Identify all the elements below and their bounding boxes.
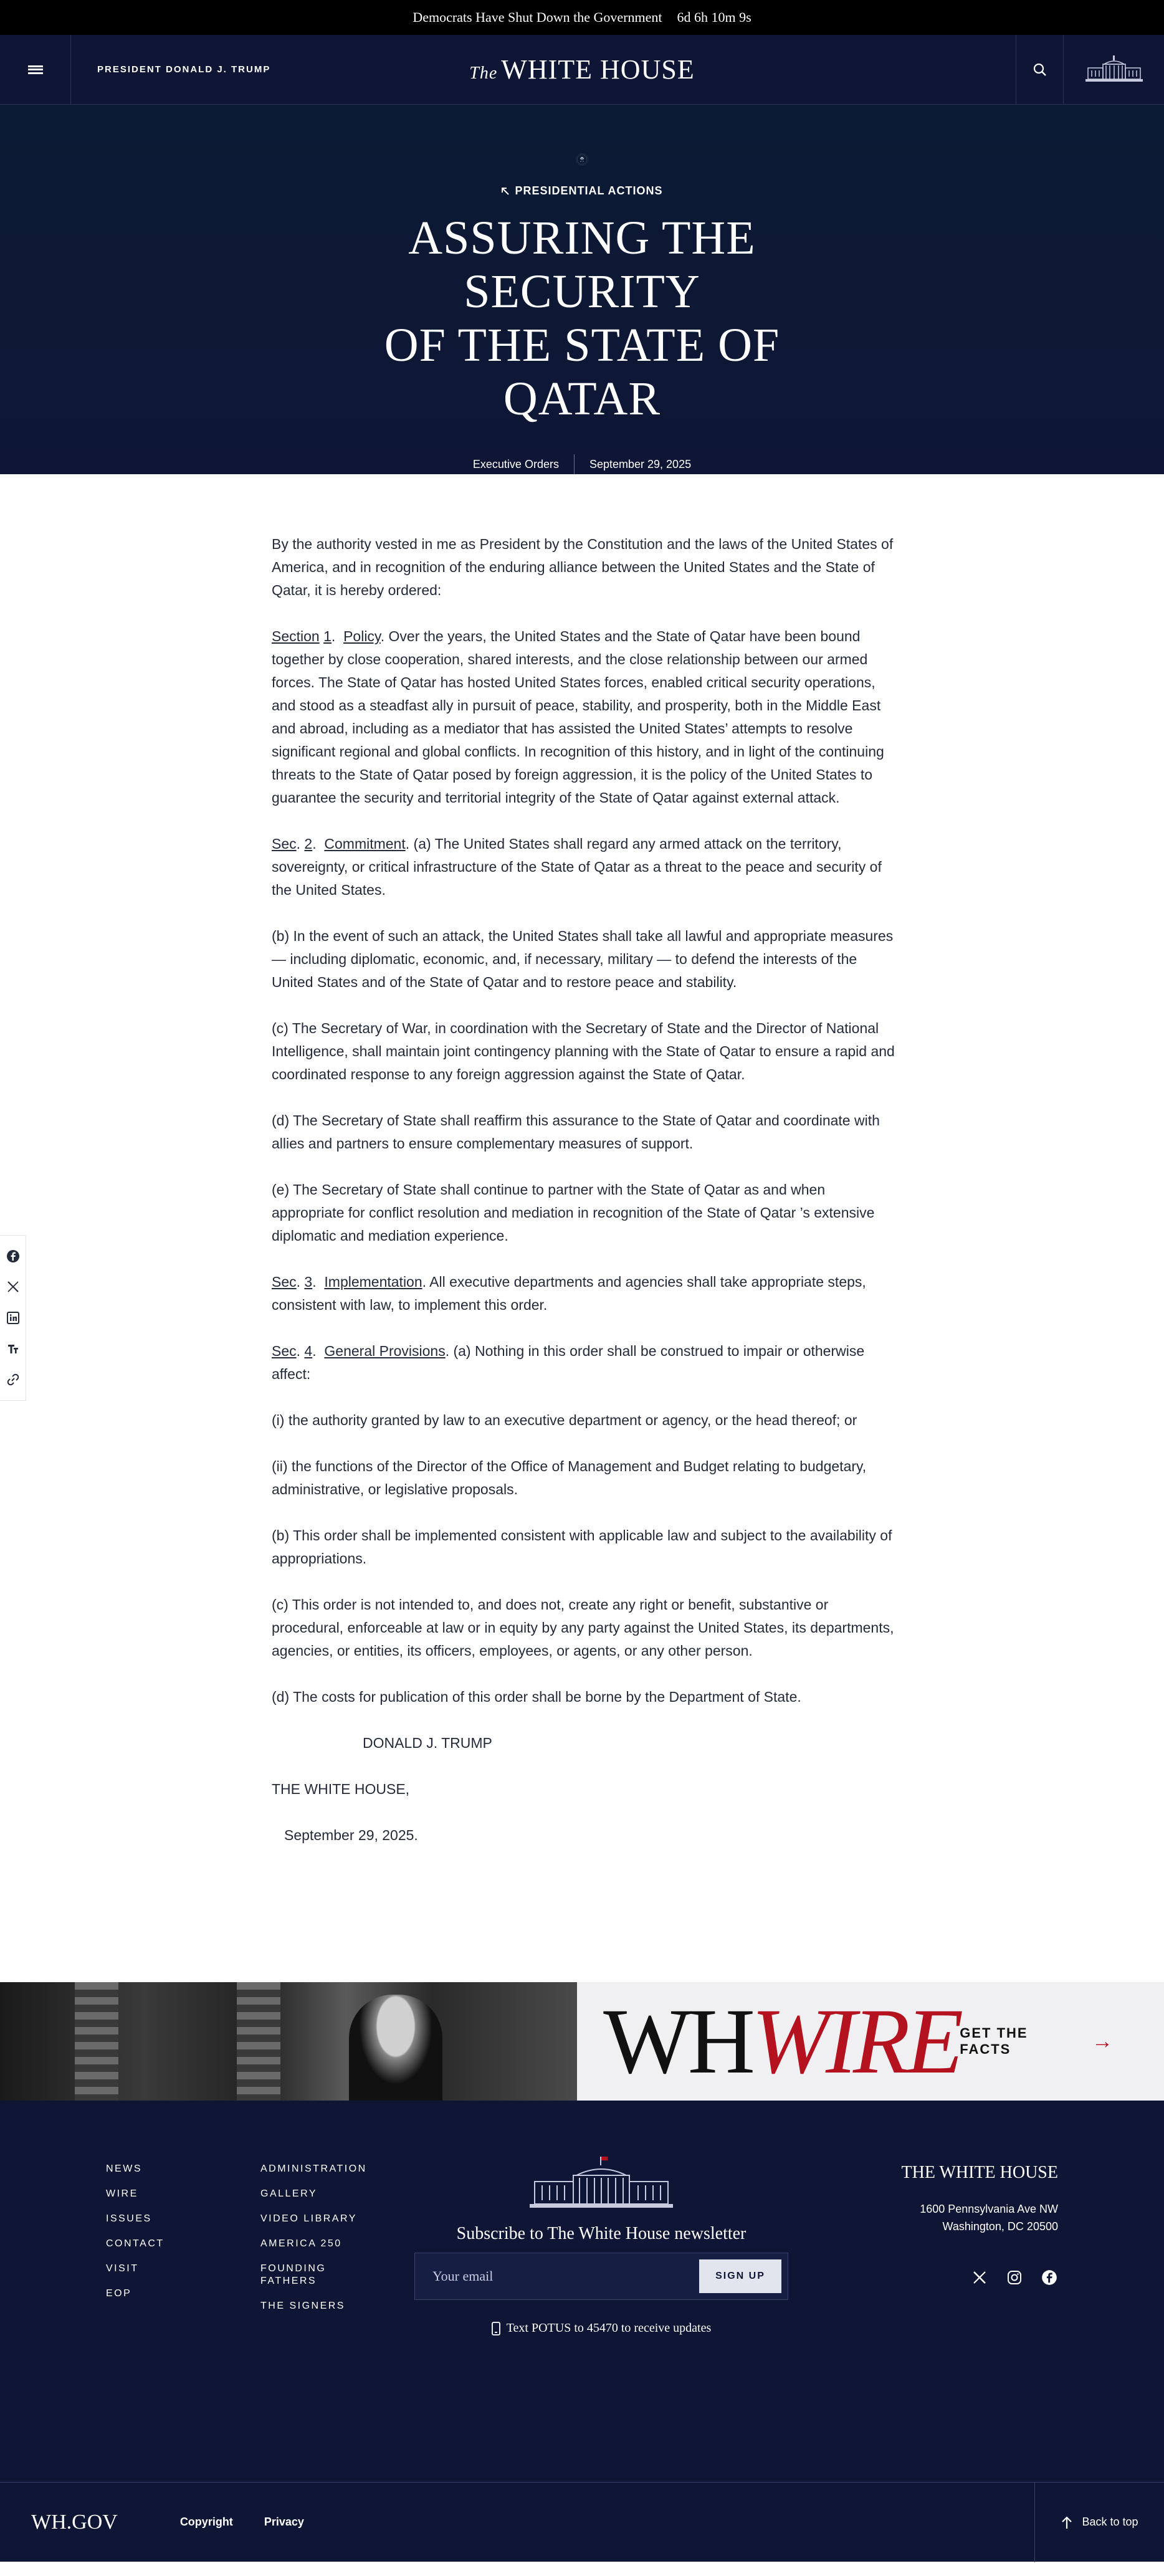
- section-4-title: General Provisions: [324, 1343, 446, 1359]
- section-4-label: Sec: [272, 1343, 297, 1359]
- section-3-number: 3: [304, 1274, 313, 1290]
- section-3-label: Sec: [272, 1274, 297, 1290]
- site-logo[interactable]: [469, 54, 694, 85]
- sign-up-button[interactable]: SIGN UP: [699, 2259, 781, 2293]
- publish-date: September 29, 2025: [589, 457, 692, 470]
- footer-link-eop[interactable]: EOP: [106, 2288, 132, 2299]
- article-intro: By the authority vested in me as President by the Constitution and the laws of the United States of America, and in recognition of the enduring alliance between the United States and the State of Qatar, it is hereby ordered:: [272, 536, 894, 598]
- footer-link-wire[interactable]: WIRE: [106, 2188, 138, 2199]
- arrow-right-icon: →: [1092, 2029, 1113, 2053]
- share-linkedin-button[interactable]: [5, 1310, 21, 1326]
- section-4: Sec. 4. General Provisions. (a) Nothing in this order shall be construed to impair or otherwise affect:: [272, 1343, 865, 1382]
- presidential-seal-icon: [545, 153, 619, 166]
- section-1-label: Section: [272, 628, 320, 644]
- back-to-top-button[interactable]: [1034, 2483, 1164, 2562]
- footer-contact: [902, 2163, 1058, 2286]
- signature-date: September 29, 2025.: [284, 1827, 418, 1843]
- alert-message: Democrats Have Shut Down the Government: [413, 9, 662, 25]
- section-4-text: . (a) Nothing in this order shall be construed to impair or otherwise affect:: [272, 1343, 865, 1382]
- white-house-icon: [1085, 55, 1143, 84]
- arrow-up-left-icon: [501, 187, 510, 196]
- email-input[interactable]: [432, 2268, 699, 2284]
- privacy-link[interactable]: Privacy: [264, 2516, 304, 2528]
- footer-x-link[interactable]: [971, 2269, 988, 2286]
- copy-link-button[interactable]: [5, 1371, 21, 1388]
- title-line-2: OF THE STATE OF QATAR: [384, 319, 780, 425]
- paragraph-2c: (c) The Secretary of War, in coordination with the Secretary of State and the Director of National Intelligence, shall maintain joint contingency planning with the State of Qatar to ensure a rapid and coordinated response to any foreign aggression against the State of Qatar.: [272, 1020, 895, 1082]
- section-3-text: . All executive departments and agencies shall take appropriate steps, consistent with law, to implement this order.: [272, 1274, 866, 1313]
- arrow-up-icon: [1061, 2516, 1073, 2529]
- search-icon: [1033, 63, 1047, 77]
- section-2: Sec. 2. Commitment. (a) The United States shall regard any armed attack on the territory, sovereignty, or critical infrastructure of the State of Qatar as a threat to the peace and security of the United States.: [272, 836, 882, 898]
- paragraph-4d: (d) The costs for publication of this order shall be borne by the Department of State.: [272, 1689, 801, 1705]
- wh-gov-logo[interactable]: WH.GOV: [31, 2510, 118, 2534]
- footer-nav-primary: [106, 2163, 165, 2312]
- site-header: [0, 35, 1164, 105]
- flag-shape: [75, 1982, 118, 2101]
- footer-link-founding-fathers[interactable]: FOUNDING FATHERS: [260, 2263, 327, 2286]
- get-the-facts-link[interactable]: [960, 1982, 1113, 2101]
- title-line-1: ASSURING THE SECURITY: [408, 212, 756, 318]
- paragraph-4c: (c) This order is not intended to, and does not, create any right or benefit, substantive or procedural, enforceable at law or in equity by any party against the United States, its departments, agencies, or entities, its officers, employees, or agents, or any other person.: [272, 1596, 894, 1659]
- signature-name: DONALD J. TRUMP: [363, 1735, 492, 1751]
- text-potus-label: Text POTUS to 45470 to receive updates: [506, 2321, 712, 2335]
- paragraph-4b: (b) This order shall be implemented consistent with applicable law and subject to the availability of appropriations.: [272, 1527, 892, 1567]
- address-line-1: 1600 Pennsylvania Ave NW: [920, 2203, 1058, 2215]
- section-2-label: Sec: [272, 836, 297, 852]
- newsletter-signup: [414, 2157, 788, 2335]
- menu-button[interactable]: [0, 35, 71, 105]
- wire-logo-wire: WIRE: [751, 1990, 960, 2093]
- footer-nav-secondary: [260, 2163, 379, 2325]
- facebook-icon: [6, 1249, 20, 1263]
- footer-link-issues[interactable]: ISSUES: [106, 2213, 152, 2224]
- alert-countdown: 6d 6h 10m 9s: [677, 9, 751, 25]
- footer-social-links: [902, 2269, 1058, 2286]
- section-1: Section 1. Policy. Over the years, the United States and the State of Qatar have been bound together by close cooperation, shared interests, and the close relationship between our armed forces. The State of Qatar has hosted United States forces, enabled critical security operations, and stood as a steadfast ally in pursuit of peace, stability, and prosperity, both in the Middle East and abroad, including as a mediator that has assisted the United States’ attempts to resolve significant regional and global conflicts. In recognition of this history, and in light of the continuing threats to the State of Qatar posed by foreign aggression, it is the policy of the United States to guarantee the security and territorial integrity of the State of Qatar against external attack.: [272, 628, 884, 806]
- footer-facebook-link[interactable]: [1041, 2269, 1058, 2286]
- phone-icon: [492, 2322, 500, 2335]
- article-meta: [473, 454, 691, 474]
- wh-wire-logo: [603, 1982, 960, 2101]
- link-icon: [7, 1373, 19, 1386]
- wire-logo-wh: WH: [603, 1990, 752, 2093]
- share-truth-social-button[interactable]: [5, 1341, 21, 1357]
- section-1-title: Policy: [343, 628, 381, 644]
- search-button[interactable]: [1016, 35, 1063, 105]
- paragraph-4a-i: (i) the authority granted by law to an executive department or agency, or the head thereof; or: [272, 1412, 857, 1428]
- site-footer: [0, 2101, 1164, 2562]
- article-hero: [0, 105, 1164, 474]
- logo-the: The: [469, 64, 498, 83]
- footer-address: [902, 2200, 1058, 2235]
- wh-wire-banner[interactable]: [0, 1982, 1164, 2101]
- section-2-text: . (a) The United States shall regard any armed attack on the territory, sovereignty, or critical infrastructure of the State of Qatar as a threat to the peace and security of the United States.: [272, 836, 882, 898]
- category-eyebrow[interactable]: [501, 184, 662, 198]
- section-2-number: 2: [304, 836, 313, 852]
- footer-link-gallery[interactable]: GALLERY: [260, 2188, 318, 2199]
- x-icon: [7, 1281, 19, 1293]
- paragraph-2e: (e) The Secretary of State shall continue to partner with the State of Qatar as and when appropriate for conflict resolution and mediation in recognition of the State of Qatar ’s extensive diplomatic and mediation experience.: [272, 1181, 875, 1244]
- address-line-2: Washington, DC 20500: [942, 2220, 1058, 2233]
- president-photo-shape: [349, 1995, 442, 2101]
- section-3: Sec. 3. Implementation. All executive departments and agencies shall take appropriate steps, consistent with law, to implement this order.: [272, 1274, 866, 1313]
- signature-place: THE WHITE HOUSE,: [272, 1781, 410, 1797]
- wire-cta-label: GET THE FACTS: [960, 2025, 1028, 2057]
- flag-shape: [237, 1982, 280, 2101]
- copyright-link[interactable]: Copyright: [179, 2516, 233, 2528]
- paragraph-4a-ii: (ii) the functions of the Director of the Office of Management and Budget relating to budgetary, administrative, or legislative proposals.: [272, 1458, 867, 1497]
- share-x-button[interactable]: [5, 1279, 21, 1295]
- shutdown-alert-bar[interactable]: [0, 0, 1164, 35]
- share-facebook-button[interactable]: [5, 1248, 21, 1264]
- paragraph-2d: (d) The Secretary of State shall reaffirm this assurance to the State of Qatar and coordinate with allies and partners to ensure complementary measures of support.: [272, 1112, 880, 1152]
- instagram-icon: [1007, 2270, 1022, 2285]
- facebook-icon: [1041, 2269, 1057, 2286]
- category-link[interactable]: Executive Orders: [472, 457, 559, 470]
- share-rail: [0, 1235, 26, 1401]
- section-1-text: . Over the years, the United States and the State of Qatar have been bound together by close cooperation, shared interests, and the close relationship between our armed forces. The State of Qatar has hosted United States forces, enabled critical security operations, and stood as a steadfast ally in pursuit of peace, stability, and prosperity, both in the Middle East and abroad, including as a mediator that has assisted the United States’ attempts to resolve significant regional and global conflicts. In recognition of this history, and in light of the continuing threats to the State of Qatar posed by foreign aggression, it is the policy of the United States to guarantee the security and territorial integrity of the State of Qatar against external attack.: [272, 628, 884, 806]
- meta-divider: [574, 454, 575, 474]
- newsletter-form: [414, 2253, 788, 2300]
- header-president-link[interactable]: PRESIDENT DONALD J. TRUMP: [97, 64, 271, 75]
- x-icon: [972, 2270, 987, 2285]
- hamburger-icon: [28, 65, 43, 74]
- seal-text: 45 · 47: [580, 161, 584, 163]
- footer-link-video-library[interactable]: VIDEO LIBRARY: [260, 2213, 357, 2224]
- footer-link-administration[interactable]: ADMINISTRATION: [260, 2163, 367, 2174]
- section-2-title: Commitment: [324, 836, 406, 852]
- footer-bottom-bar: [0, 2482, 1164, 2562]
- newsletter-title: Subscribe to The White House newsletter: [456, 2224, 747, 2243]
- back-to-top-label: Back to top: [1082, 2516, 1138, 2528]
- section-1-number: 1: [323, 628, 332, 644]
- wire-banner-photo: [0, 1982, 577, 2101]
- section-3-title: Implementation: [324, 1274, 422, 1290]
- footer-link-visit[interactable]: VISIT: [106, 2263, 139, 2274]
- footer-link-contact[interactable]: CONTACT: [106, 2238, 165, 2249]
- footer-link-america-250[interactable]: AMERICA 250: [260, 2238, 342, 2249]
- linkedin-icon: [7, 1312, 19, 1324]
- footer-wh-name: THE WHITE HOUSE: [901, 2163, 1058, 2182]
- paragraph-2b: (b) In the event of such an attack, the United States shall take all lawful and appropriate measures — including diplomatic, economic, and, if necessary, military — to defend the interests of the United States and of the State of Qatar and to restore peace and stability.: [272, 928, 894, 990]
- article-body: [272, 474, 895, 1982]
- footer-instagram-link[interactable]: [1006, 2269, 1023, 2286]
- eyebrow-label: PRESIDENTIAL ACTIONS: [515, 184, 663, 197]
- footer-link-news[interactable]: NEWS: [106, 2163, 142, 2174]
- truth-social-icon: [7, 1343, 19, 1355]
- footer-link-the-signers[interactable]: THE SIGNERS: [260, 2301, 345, 2311]
- text-potus-link[interactable]: [492, 2321, 712, 2335]
- white-house-icon: [530, 2157, 673, 2213]
- page-title: [302, 211, 862, 426]
- logo-name: WHITE HOUSE: [501, 54, 695, 85]
- section-4-number: 4: [304, 1343, 313, 1359]
- white-house-home-link[interactable]: [1063, 35, 1164, 105]
